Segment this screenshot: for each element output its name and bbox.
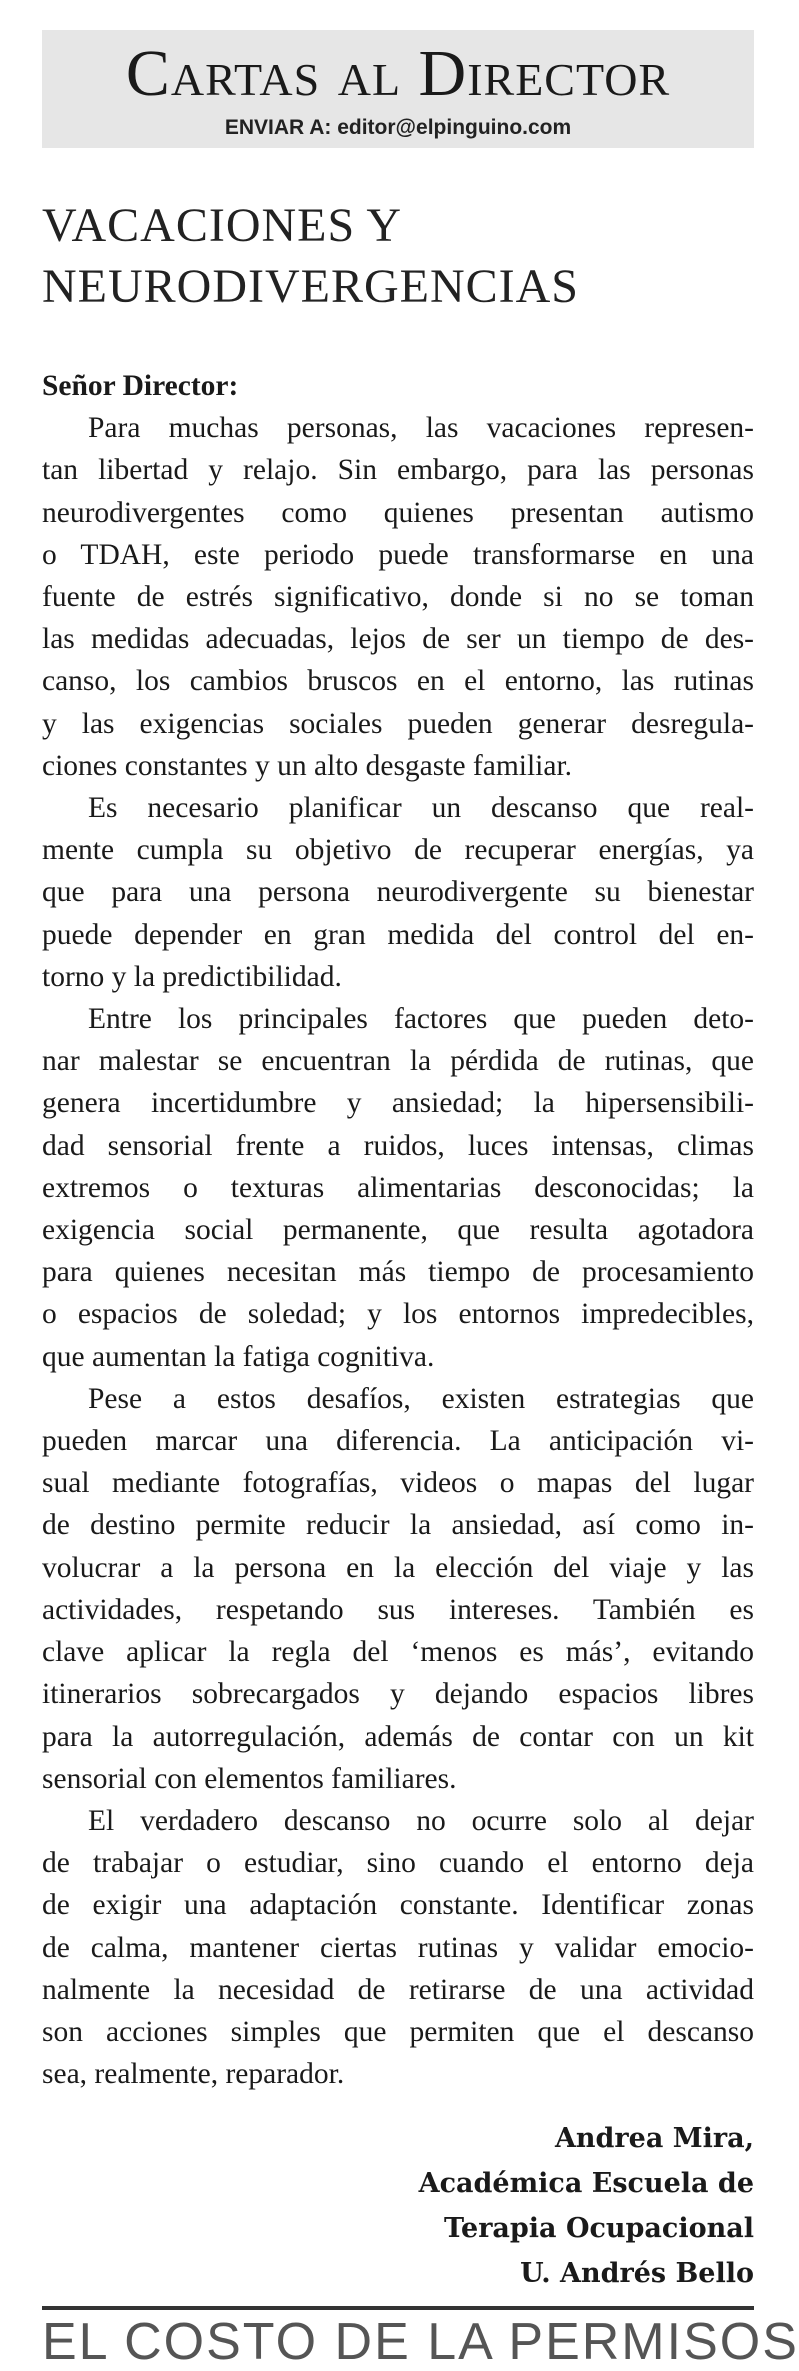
signature-name: Andrea Mira,	[554, 2123, 754, 2154]
text-line: volucrar a la persona en la elección del viaje y las	[42, 1551, 754, 1584]
headline-line: NEURODIVERGENCIAS	[42, 260, 579, 313]
paragraph-1	[42, 407, 754, 787]
text-line: de trabajar o estudiar, sino cuando el entorno deja	[42, 1847, 754, 1880]
text-line: Entre los principales factores que pueden deto-	[88, 1003, 754, 1036]
text-line: actividades, respetando sus intereses. También es	[42, 1593, 754, 1626]
letter-body	[42, 365, 754, 2095]
text-line: exigencia social permanente, que resulta agotadora	[42, 1214, 754, 1247]
text-line: mente cumpla su objetivo de recuperar energías, ya	[42, 834, 754, 867]
text-line: Pese a estos desafíos, existen estrategias que	[88, 1382, 754, 1415]
text-line: El verdadero descanso no ocurre solo al dejar	[88, 1804, 754, 1837]
next-article-headline-cropped	[42, 2313, 799, 2371]
text-line: o espacios de soledad; y los entornos impredecibles,	[42, 1298, 754, 1331]
text-line: para la autorregulación, además de contar con un kit	[42, 1720, 754, 1753]
text-line: nalmente la necesidad de retirarse de una actividad	[42, 1973, 754, 2006]
text-line: de destino permite reducir la ansiedad, así como in-	[42, 1509, 754, 1542]
text-line: sensorial con elementos familiares.	[42, 1762, 457, 1795]
text-line: que para una persona neurodivergente su bienestar	[42, 876, 754, 909]
text-line: son acciones simples que permiten que el descanso	[42, 2015, 754, 2048]
text-line: tan libertad y relajo. Sin embargo, para las personas	[42, 454, 754, 487]
signature-department: Terapia Ocupacional	[444, 2213, 754, 2244]
text-line: genera incertidumbre y ansiedad; la hipersensibili-	[42, 1087, 754, 1120]
text-line: itinerarios sobrecargados y dejando espacios libres	[42, 1678, 754, 1711]
letter-headline	[42, 195, 754, 317]
text-line: pueden marcar una diferencia. La anticipación vi-	[42, 1425, 754, 1458]
text-line: sual mediante fotografías, videos o mapas del lugar	[42, 1467, 754, 1500]
text-line: neurodivergentes como quienes presentan autismo	[42, 496, 754, 529]
signature-title: Académica Escuela de	[418, 2168, 754, 2199]
paragraph-4	[42, 1378, 754, 1800]
text-line: Es necesario planificar un descanso que real-	[88, 792, 754, 825]
send-to-email: ENVIAR A: editor@elpinguino.com	[224, 116, 572, 139]
text-line: puede depender en gran medida del control del en-	[42, 918, 754, 951]
next-article-headline: EL COSTO DE LA PERMISOS	[42, 2313, 799, 2371]
signature-block	[419, 2116, 754, 2296]
text-line: torno y la predictibilidad.	[42, 960, 342, 993]
text-line: clave aplicar la regla del ‘menos es más’, evitando	[42, 1636, 754, 1669]
text-line: extremos o texturas alimentarias desconocidas; la	[42, 1171, 754, 1204]
text-line: y las exigencias sociales pueden generar desregula-	[42, 707, 754, 740]
text-line: dad sensorial frente a ruidos, luces intensas, climas	[42, 1129, 754, 1162]
signature-institution: U. Andrés Bello	[520, 2258, 754, 2289]
text-line: de calma, mantener ciertas rutinas y validar emocio-	[42, 1931, 754, 1964]
text-line: de exigir una adaptación constante. Identificar zonas	[42, 1889, 754, 1922]
paragraph-3	[42, 998, 754, 1378]
text-line: fuente de estrés significativo, donde si no se toman	[42, 581, 754, 614]
text-line: ciones constantes y un alto desgaste familiar.	[42, 749, 573, 782]
text-line: o TDAH, este periodo puede transformarse en una	[42, 538, 754, 571]
text-line: las medidas adecuadas, lejos de ser un tiempo de des-	[42, 623, 754, 656]
divider	[42, 2306, 754, 2310]
text-line: que aumentan la fatiga cognitiva.	[42, 1340, 435, 1373]
greeting: Señor Director:	[42, 370, 239, 402]
headline-line: VACACIONES Y	[42, 199, 403, 252]
text-line: Para muchas personas, las vacaciones represen-	[88, 412, 754, 445]
text-line: nar malestar se encuentran la pérdida de rutinas, que	[42, 1045, 754, 1078]
text-line: sea, realmente, reparador.	[42, 2058, 345, 2091]
section-title: Cartas al Director	[125, 37, 671, 110]
section-header	[42, 30, 754, 148]
text-line: para quienes necesitan más tiempo de procesamiento	[42, 1256, 754, 1289]
text-line: canso, los cambios bruscos en el entorno, las rutinas	[42, 665, 754, 698]
paragraph-5	[42, 1800, 754, 2095]
paragraph-2	[42, 787, 754, 998]
